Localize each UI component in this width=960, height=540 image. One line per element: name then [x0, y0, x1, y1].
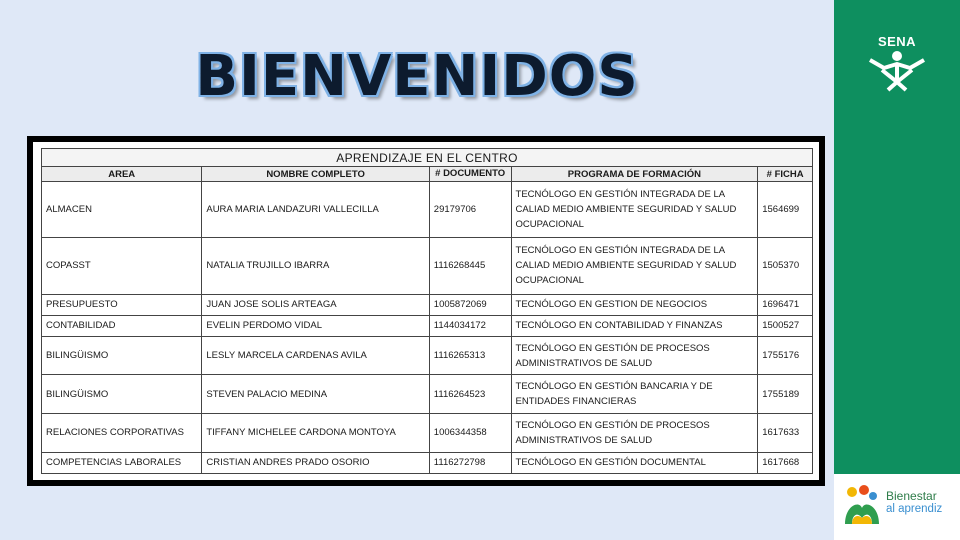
column-header: # DOCUMENTO — [429, 167, 511, 182]
bienestar-people-icon — [842, 484, 882, 528]
ficha-cell: 1617668 — [758, 452, 813, 473]
ficha-cell: 1500527 — [758, 315, 813, 336]
column-header: # FICHA — [758, 167, 813, 182]
program-cell: TECNÓLOGO EN GESTION DE NEGOCIOS — [511, 294, 758, 315]
name-cell: CRISTIAN ANDRES PRADO OSORIO — [202, 452, 429, 473]
area-cell: BILINGÜISMO — [42, 375, 202, 414]
name-cell: AURA MARIA LANDAZURI VALLECILLA — [202, 182, 429, 238]
table-body — [42, 182, 813, 474]
name-cell: TIFFANY MICHELEE CARDONA MONTOYA — [202, 414, 429, 453]
table-row — [42, 414, 813, 453]
name-cell: LESLY MARCELA CARDENAS AVILA — [202, 336, 429, 375]
document-cell: 1116268445 — [429, 238, 511, 294]
name-cell: STEVEN PALACIO MEDINA — [202, 375, 429, 414]
column-header: PROGRAMA DE FORMACIÓN — [511, 167, 758, 182]
area-cell: CONTABILIDAD — [42, 315, 202, 336]
table-frame — [27, 136, 825, 486]
area-cell: PRESUPUESTO — [42, 294, 202, 315]
table-row — [42, 294, 813, 315]
column-header: NOMBRE COMPLETO — [202, 167, 429, 182]
document-cell: 1116264523 — [429, 375, 511, 414]
bienestar-logo — [842, 484, 954, 530]
area-cell: COPASST — [42, 238, 202, 294]
learners-table — [41, 148, 813, 474]
table-row — [42, 452, 813, 473]
ficha-cell: 1505370 — [758, 238, 813, 294]
document-cell: 1005872069 — [429, 294, 511, 315]
bienestar-text — [886, 490, 942, 516]
ficha-cell: 1755176 — [758, 336, 813, 375]
sena-figure-icon — [862, 34, 932, 98]
program-cell: TECNÓLOGO EN GESTIÓN INTEGRADA DE LA CALIAD MEDIO AMBIENTE SEGURIDAD Y SALUD OCUPACIONAL — [511, 238, 758, 294]
program-cell: TECNÓLOGO EN GESTIÓN DOCUMENTAL — [511, 452, 758, 473]
document-cell: 1116272798 — [429, 452, 511, 473]
name-cell: JUAN JOSE SOLIS ARTEAGA — [202, 294, 429, 315]
program-cell: TECNÓLOGO EN GESTIÓN INTEGRADA DE LA CALIAD MEDIO AMBIENTE SEGURIDAD Y SALUD OCUPACIONAL — [511, 182, 758, 238]
table-row — [42, 182, 813, 238]
table-caption: APRENDIZAJE EN EL CENTRO — [42, 149, 813, 167]
table-row — [42, 315, 813, 336]
document-cell: 1006344358 — [429, 414, 511, 453]
ficha-cell: 1755189 — [758, 375, 813, 414]
ficha-cell: 1617633 — [758, 414, 813, 453]
document-cell: 29179706 — [429, 182, 511, 238]
name-cell: NATALIA TRUJILLO IBARRA — [202, 238, 429, 294]
program-cell: TECNÓLOGO EN GESTIÓN DE PROCESOS ADMINISTRATIVOS DE SALUD — [511, 414, 758, 453]
bienestar-line2: al aprendiz — [886, 503, 943, 515]
area-cell: COMPETENCIAS LABORALES — [42, 452, 202, 473]
ficha-cell: 1696471 — [758, 294, 813, 315]
document-cell: 1116265313 — [429, 336, 511, 375]
program-cell: TECNÓLOGO EN GESTIÓN BANCARIA Y DE ENTIDADES FINANCIERAS — [511, 375, 758, 414]
document-cell: 1144034172 — [429, 315, 511, 336]
program-cell: TECNÓLOGO EN GESTIÓN DE PROCESOS ADMINISTRATIVOS DE SALUD — [511, 336, 758, 375]
table-row — [42, 375, 813, 414]
table-row — [42, 336, 813, 375]
area-cell: RELACIONES CORPORATIVAS — [42, 414, 202, 453]
area-cell: BILINGÜISMO — [42, 336, 202, 375]
name-cell: EVELIN PERDOMO VIDAL — [202, 315, 429, 336]
bienestar-line1: Bienestar — [886, 489, 937, 503]
table-row — [42, 238, 813, 294]
sena-logo — [862, 34, 932, 98]
sena-logo-text: SENA — [877, 34, 917, 49]
program-cell: TECNÓLOGO EN CONTABILIDAD Y FINANZAS — [511, 315, 758, 336]
column-header: AREA — [42, 167, 202, 182]
table-container — [33, 142, 819, 480]
table-header-row — [42, 167, 813, 182]
area-cell: ALMACEN — [42, 182, 202, 238]
ficha-cell: 1564699 — [758, 182, 813, 238]
page-title: BIENVENIDOS — [195, 44, 639, 109]
